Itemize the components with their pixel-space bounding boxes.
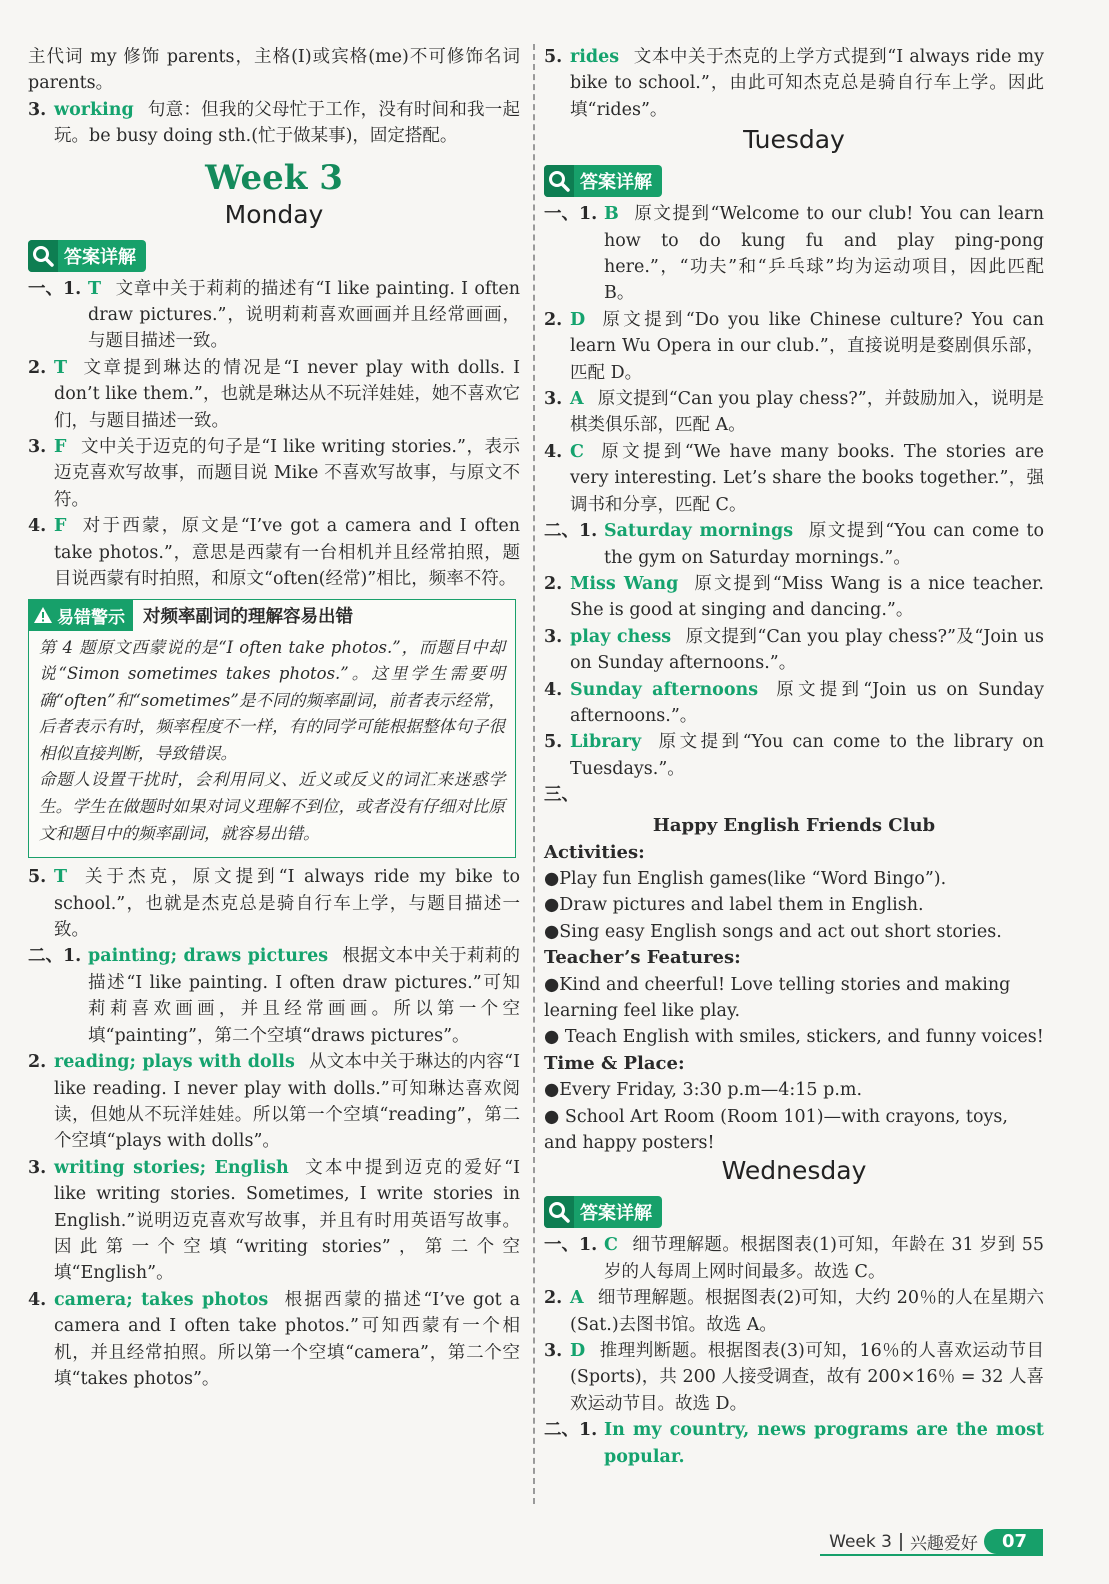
answer-key: A: [570, 389, 584, 410]
footer-week: Week 3: [829, 1531, 892, 1552]
item-number: 2.: [544, 573, 563, 594]
badge-label: 答案详解: [64, 246, 136, 268]
section-number: 三、: [544, 785, 579, 806]
warning-icon: [33, 606, 53, 624]
explanation: 文本中关于杰克的上学方式提到“I always ride my bike to school.”，由此可知杰克总是骑自行车上学。因此填“rides”。: [570, 47, 1044, 120]
activity-line: ●Sing easy English songs and act out short stories.: [544, 921, 1002, 942]
badge-label: 答案详解: [580, 1203, 652, 1225]
answer-item: [544, 44, 1044, 123]
week-title: Week 3: [205, 157, 343, 198]
answer-item: [28, 943, 520, 1049]
answer-key: F: [54, 437, 67, 458]
answer-key: painting; draws pictures: [88, 946, 329, 967]
left-column: [28, 44, 520, 1392]
search-icon: [28, 240, 58, 272]
place-line: ● School Art Room (Room 101)—with crayons, toys, and happy posters!: [544, 1106, 1008, 1154]
warning-title: 对频率副词的理解容易出错: [143, 606, 353, 627]
answer-item: [28, 434, 520, 513]
footer-separator: [900, 1533, 902, 1551]
answer-key: T: [54, 867, 68, 888]
answer-key: C: [604, 1235, 618, 1256]
item-number: 4.: [28, 1289, 47, 1310]
explanation: 原文提到“Miss Wang is a nice teacher. She is good at singing and dancing.”。: [570, 573, 1044, 621]
activity-line: ●Draw pictures and label them in English.: [544, 895, 924, 916]
warning-text: 命题人设置干扰时，会利用同义、近义或反义的词汇来迷惑学生。学生在做题时如果对词义理解不到位，或者没有仔细对比原文和题目中的频率副词，就容易出错。: [39, 770, 505, 843]
item-number: 3.: [544, 389, 563, 410]
search-icon: [544, 1196, 574, 1228]
page-number: 07: [984, 1529, 1043, 1554]
answer-key: Saturday mornings: [604, 521, 794, 542]
answer-item: [28, 355, 520, 434]
answer-key: Miss Wang: [570, 573, 679, 594]
explanation: 原文提到“We have many books. The stories are very interesting. Let’s share the books together.”，强调书和分享，匹配 C。: [570, 441, 1044, 515]
explanation: 文章提到琳达的情况是“I never play with dolls. I don’t like them.”，也就是琳达从不玩洋娃娃，她不喜欢它们，与题目描述一致。: [54, 357, 520, 431]
day-title: Monday: [224, 199, 324, 229]
item-number: 4.: [544, 679, 563, 700]
answer-item: [544, 1232, 1044, 1285]
item-number: 二、1.: [544, 1420, 598, 1441]
features-label: Teacher’s Features:: [544, 947, 741, 969]
answer-item: [28, 1287, 520, 1393]
item-number: 5.: [28, 867, 47, 888]
item-number: 4.: [544, 441, 563, 462]
answer-item: [28, 513, 520, 592]
answer-key: play chess: [570, 626, 672, 647]
item-number: 3.: [544, 1341, 563, 1362]
answer-key: reading; plays with dolls: [54, 1052, 295, 1073]
explanation: 细节理解题。根据图表(2)可知，大约 20％的人在星期六(Sat.)去图书馆。故选 A。: [570, 1288, 1044, 1335]
answer-key: rides: [570, 47, 620, 67]
answer-badge: [28, 240, 146, 272]
answer-item: [544, 518, 1044, 571]
answer-item: [544, 1417, 1044, 1470]
item-number: 3.: [28, 99, 47, 120]
day-title: Tuesday: [743, 125, 845, 155]
answer-item: [28, 1049, 520, 1155]
answer-key: A: [570, 1288, 584, 1309]
club-title: Happy English Friends Club: [652, 814, 936, 836]
answer-key: working: [54, 99, 134, 120]
answer-item: [544, 571, 1044, 624]
answer-item: [28, 276, 520, 355]
feature-line: ● Teach English with smiles, stickers, and funny voices!: [544, 1027, 1044, 1048]
answer-badge: [544, 1196, 662, 1228]
item-number: 4.: [28, 516, 47, 537]
explanation: 原文提到“You can come to the library on Tuesdays.”。: [570, 732, 1044, 779]
item-number: 3.: [28, 437, 47, 458]
answer-key: D: [570, 309, 586, 330]
warning-text: 第 4 题原文西蒙说的是“I often take photos.”，而题目中却说“Simon sometimes takes photos.”。这里学生需要明确“often”和“sometimes”是不同的频率副词，前者表示经常，后者表示有时，频率程度不一样，有的同学可能根据整体句子很相似直接判断，导致错误。: [39, 637, 505, 763]
answer-item: [28, 864, 520, 943]
explanation: 原文提到“Join us on Sunday afternoons.”。: [570, 679, 1044, 726]
answer-item: [544, 1338, 1044, 1417]
explanation: 关于杰克，原文提到“I always ride my bike to school.”，也就是杰克总是骑自行车上学，与题目描述一致。: [54, 867, 520, 941]
answer-item: [544, 624, 1044, 677]
item-number: 二、1.: [544, 521, 598, 542]
explanation: 文章中关于莉莉的描述有“I like painting. I often draw pictures.”，说明莉莉喜欢画画并且经常画画，与题目描述一致。: [88, 278, 520, 352]
activities-label: Activities:: [544, 841, 645, 863]
footer-rule: [820, 1554, 1043, 1556]
answer-item: [544, 201, 1044, 307]
answer-key: D: [570, 1341, 586, 1362]
answer-key: Sunday afternoons: [570, 679, 759, 700]
item-number: 二、1.: [28, 946, 82, 967]
explanation: 对于西蒙，原文是“I’ve got a camera and I often take photos.”，意思是西蒙有一台相机并且经常拍照，题目说西蒙有时拍照，和原文“often(经常)”相比，频率不符。: [54, 516, 520, 590]
footer-section: 兴趣爱好: [909, 1534, 978, 1554]
warning-tag: 易错警示: [29, 600, 133, 631]
right-column: [544, 44, 1044, 1470]
explanation: 推理判断题。根据图表(3)可知，16％的人喜欢运动节目(Sports)，共 200 人接受调查，故有 200×16％ = 32 人喜欢运动节目。故选 D。: [570, 1341, 1044, 1414]
explanation: 根据文本中关于莉莉的描述“I like painting. I often draw pictures.”可知莉莉喜欢画画，并且经常画画。所以第一个空填“painting”，第二个空填“draws pictures”。: [88, 946, 520, 1046]
explanation: 原文提到“Welcome to our club! You can learn how to do kung fu and play ping-pong here.”，“功夫”和“乒乓球”均为运动项目，因此匹配 B。: [604, 204, 1044, 304]
explanation: 原文提到“You can come to the gym on Saturday mornings.”。: [604, 521, 1044, 568]
answer-key: writing stories; English: [54, 1157, 289, 1178]
item-number: 5.: [544, 732, 563, 753]
item-number: 2.: [28, 1052, 47, 1073]
time-place-label: Time & Place:: [544, 1052, 685, 1074]
feature-line: ●Kind and cheerful! Love telling stories and making learning feel like play.: [544, 974, 1011, 1021]
explanation: 文本中提到迈克的爱好“I like writing stories. Sometimes, I write stories in English.”说明迈克喜欢写故事，并且有时用英语写故事。因此第一个空填“writing stories”，第二个空填“English”。: [54, 1157, 521, 1284]
answer-item: [544, 1285, 1044, 1338]
continued-text: 主代词 my 修饰 parents，主格(I)或宾格(me)不可修饰名词 parents。: [28, 47, 520, 94]
day-title: Wednesday: [721, 1156, 867, 1186]
answer-key: F: [54, 516, 67, 537]
explanation: 文中关于迈克的句子是“I like writing stories.”，表示迈克喜欢写故事，而题目说 Mike 不喜欢写故事，与原文不符。: [54, 437, 520, 510]
item-number: 2.: [544, 309, 563, 330]
explanation: 从文本中关于琳达的内容“I like reading. I never play with dolls.”可知琳达喜欢阅读，但她从不玩洋娃娃。所以第一个空填“reading”，第二个空填“plays with dolls”。: [54, 1052, 520, 1152]
item-number: 一、1.: [28, 278, 82, 299]
page-footer: [829, 1529, 1043, 1554]
answer-item: [544, 307, 1044, 386]
search-icon: [544, 165, 574, 197]
badge-label: 答案详解: [580, 172, 652, 194]
error-warning-box: [28, 599, 516, 859]
item-number: 3.: [544, 626, 563, 647]
answer-key: T: [54, 357, 68, 378]
explanation: 原文提到“Do you like Chinese culture? You can learn Wu Opera in our club.”，直接说明是婺剧俱乐部，匹配 D。: [570, 309, 1044, 383]
explanation: 根据西蒙的描述“I’ve got a camera and I often take photos.”可知西蒙有一个相机，并且经常拍照。所以第一个空填“camera”，第二个空填“takes photos”。: [54, 1289, 521, 1389]
explanation: 句意：但我的父母忙于工作，没有时间和我一起玩。be busy doing sth.(忙于做某事)，固定搭配。: [54, 99, 520, 147]
explanation: 细节理解题。根据图表(1)可知，年龄在 31 岁到 55 岁的人每周上网时间最多。故选 C。: [604, 1235, 1044, 1282]
answer-key: camera; takes photos: [54, 1289, 269, 1310]
explanation: 原文提到“Can you play chess?”及“Join us on Sunday afternoons.”。: [570, 626, 1044, 674]
item-number: 一、1.: [544, 1235, 598, 1256]
answer-item: [544, 729, 1044, 782]
answer-key: T: [88, 278, 102, 299]
item-number: 5.: [544, 47, 563, 67]
answer-item: [28, 1155, 520, 1287]
column-divider: [533, 44, 535, 1504]
answer-key: B: [604, 204, 619, 225]
time-line: ●Every Friday, 3:30 p.m—4:15 p.m.: [544, 1080, 863, 1101]
item-number: 一、1.: [544, 204, 598, 225]
answer-key: C: [570, 441, 584, 462]
answer-badge: [544, 165, 662, 197]
answer-item: [28, 97, 520, 150]
item-number: 3.: [28, 1157, 47, 1178]
answer-key: Library: [570, 732, 642, 753]
activity-line: ●Play fun English games(like “Word Bingo”).: [544, 868, 947, 889]
explanation: 原文提到“Can you play chess?”，并鼓励加入，说明是棋类俱乐部，匹配 A。: [570, 389, 1044, 436]
item-number: 2.: [28, 357, 47, 378]
item-number: 2.: [544, 1288, 563, 1309]
answer-item: [544, 439, 1044, 518]
club-poster: [544, 815, 1044, 1157]
answer-key: In my country, news programs are the most popular.: [604, 1420, 1044, 1467]
answer-item: [544, 677, 1044, 730]
answer-item: [544, 386, 1044, 439]
